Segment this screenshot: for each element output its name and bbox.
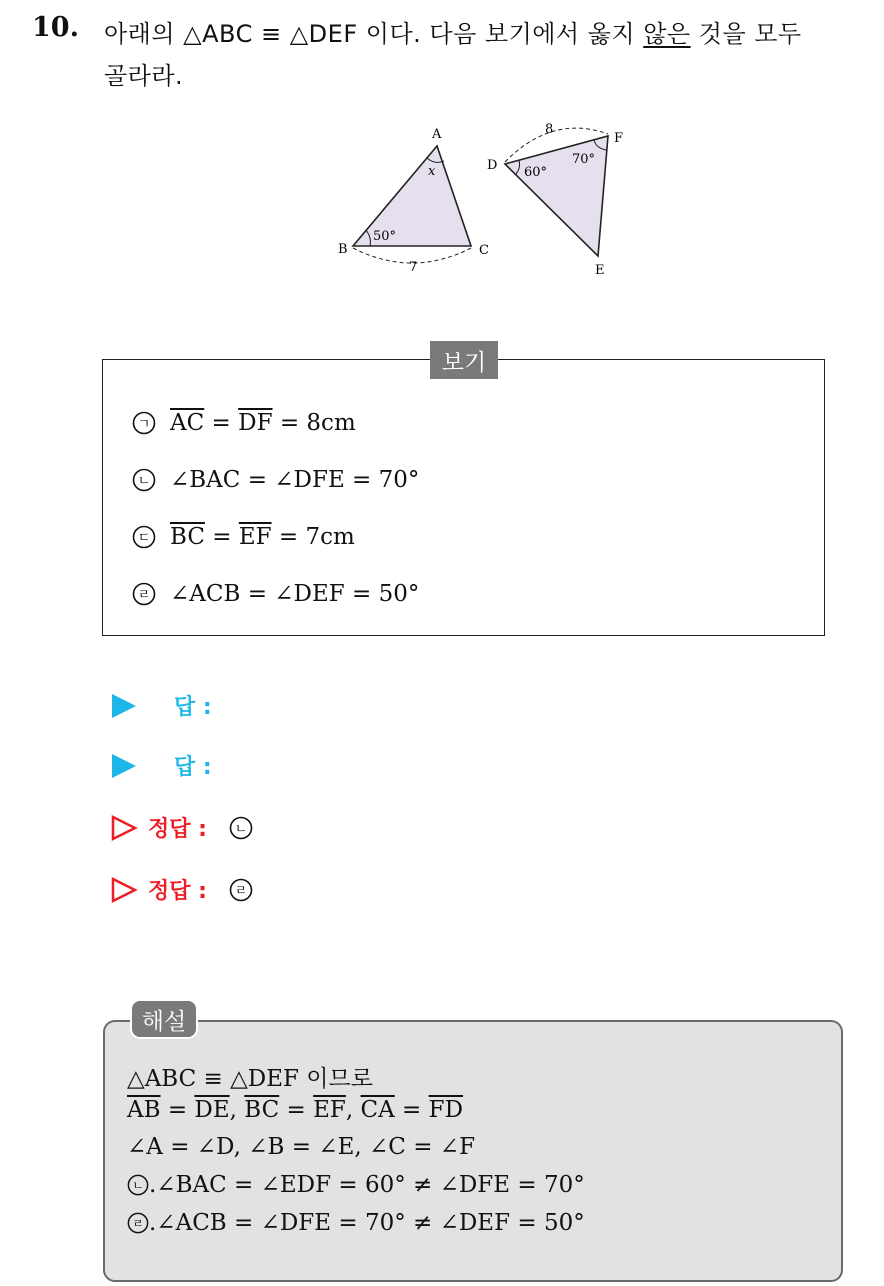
circled-rieul-icon	[132, 582, 156, 606]
question-text-line2: 골라라.	[104, 62, 184, 90]
answer-label: 답 :	[174, 755, 212, 780]
label-angle-50: 50°	[373, 229, 397, 244]
circled-digeut-icon	[132, 525, 156, 549]
seg-de: $\overline{DE}$	[194, 1097, 230, 1123]
label-side-8: 8	[545, 122, 554, 137]
bogi-label: 보기	[430, 341, 498, 379]
outline-triangle-icon	[110, 876, 138, 904]
explanation-line2	[127, 1097, 463, 1123]
triangle-abc	[353, 146, 471, 246]
correct-answer-label: 정답 :	[148, 817, 207, 842]
label-e: E	[595, 263, 605, 278]
comma: ,	[345, 1097, 361, 1123]
option-4	[132, 581, 419, 607]
option-2-text: ∠BAC = ∠DFE = 70°	[170, 467, 420, 493]
outline-triangle-icon	[110, 814, 138, 842]
option-3-rest: = 7cm	[271, 524, 355, 550]
question-text-post: 것을 모두	[690, 20, 802, 48]
svg-text:ㄴ: ㄴ	[234, 821, 248, 837]
svg-text:ㄹ: ㄹ	[132, 1216, 144, 1231]
circled-rieul-icon	[229, 878, 253, 902]
explanation-line4-text: .∠BAC = ∠EDF = 60° ≠ ∠DFE = 70°	[149, 1172, 585, 1198]
circled-rieul-icon	[127, 1212, 149, 1234]
eq: =	[394, 1097, 429, 1123]
label-c: C	[479, 243, 489, 258]
svg-text:ㄴ: ㄴ	[132, 1178, 144, 1193]
svg-text:ㄹ: ㄹ	[137, 588, 151, 603]
svg-text:ㄷ: ㄷ	[137, 531, 151, 546]
correct-answer-2	[110, 874, 253, 905]
seg-ab: $\overline{AB}$	[127, 1097, 161, 1123]
label-side-7: 7	[409, 260, 418, 275]
explanation-line1: △ABC ≡ △DEF 이므로	[127, 1066, 373, 1092]
filled-triangle-icon	[110, 752, 138, 780]
seg-fd: $\overline{FD}$	[428, 1097, 464, 1123]
option-3	[132, 524, 355, 550]
label-b: B	[338, 242, 348, 257]
question-text-line1	[104, 14, 802, 49]
circled-nieun-icon	[127, 1174, 149, 1196]
eq: =	[160, 1097, 195, 1123]
option-1-rest: = 8cm	[272, 410, 356, 436]
circled-giyeok-icon	[132, 411, 156, 435]
option-3-seg-a: $\overline{BC}$	[170, 524, 205, 550]
explanation-line3: ∠A = ∠D, ∠B = ∠E, ∠C = ∠F	[127, 1134, 476, 1160]
option-2	[132, 467, 419, 493]
circled-nieun-icon	[229, 816, 253, 840]
seg-bc: $\overline{BC}$	[244, 1097, 280, 1123]
svg-text:ㄱ: ㄱ	[137, 417, 151, 432]
circled-nieun-icon	[132, 468, 156, 492]
seg-ca: $\overline{CA}$	[360, 1097, 395, 1123]
option-3-eq: =	[204, 524, 239, 550]
eq: =	[279, 1097, 314, 1123]
label-angle-60: 60°	[524, 165, 548, 180]
triangle-figure	[330, 118, 650, 288]
svg-text:ㄴ: ㄴ	[137, 474, 151, 489]
comma: ,	[229, 1097, 245, 1123]
label-d: D	[487, 158, 498, 173]
question-text-pre: 아래의 △ABC ≡ △DEF 이다. 다음 보기에서 옳지	[104, 20, 644, 48]
label-f: F	[614, 131, 624, 146]
explanation-line5-text: .∠ACB = ∠DFE = 70° ≠ ∠DEF = 50°	[149, 1210, 585, 1236]
answer-blank-1	[110, 690, 212, 721]
question-underlined-word: 않은	[643, 20, 691, 48]
correct-answer-label: 정답 :	[148, 879, 207, 904]
correct-answer-1	[110, 812, 253, 843]
label-a: A	[432, 127, 442, 142]
explanation-line4	[127, 1172, 585, 1198]
answer-label: 답 :	[174, 695, 212, 720]
option-1-seg-a: $\overline{AC}$	[170, 410, 205, 436]
option-4-text: ∠ACB = ∠DEF = 50°	[170, 581, 420, 607]
label-angle-70: 70°	[572, 152, 596, 167]
seg-ef: $\overline{EF}$	[313, 1097, 346, 1123]
label-angle-x: x	[428, 164, 436, 179]
answer-blank-2	[110, 750, 212, 781]
option-1	[132, 410, 356, 436]
filled-triangle-icon	[110, 692, 138, 720]
explanation-label: 해설	[130, 999, 198, 1039]
svg-text:ㄹ: ㄹ	[234, 883, 248, 899]
option-1-eq: =	[204, 410, 239, 436]
option-3-seg-b: $\overline{EF}$	[238, 524, 272, 550]
option-1-seg-b: $\overline{DF}$	[238, 410, 273, 436]
explanation-line5	[127, 1210, 585, 1236]
question-number: 10.	[32, 12, 79, 43]
